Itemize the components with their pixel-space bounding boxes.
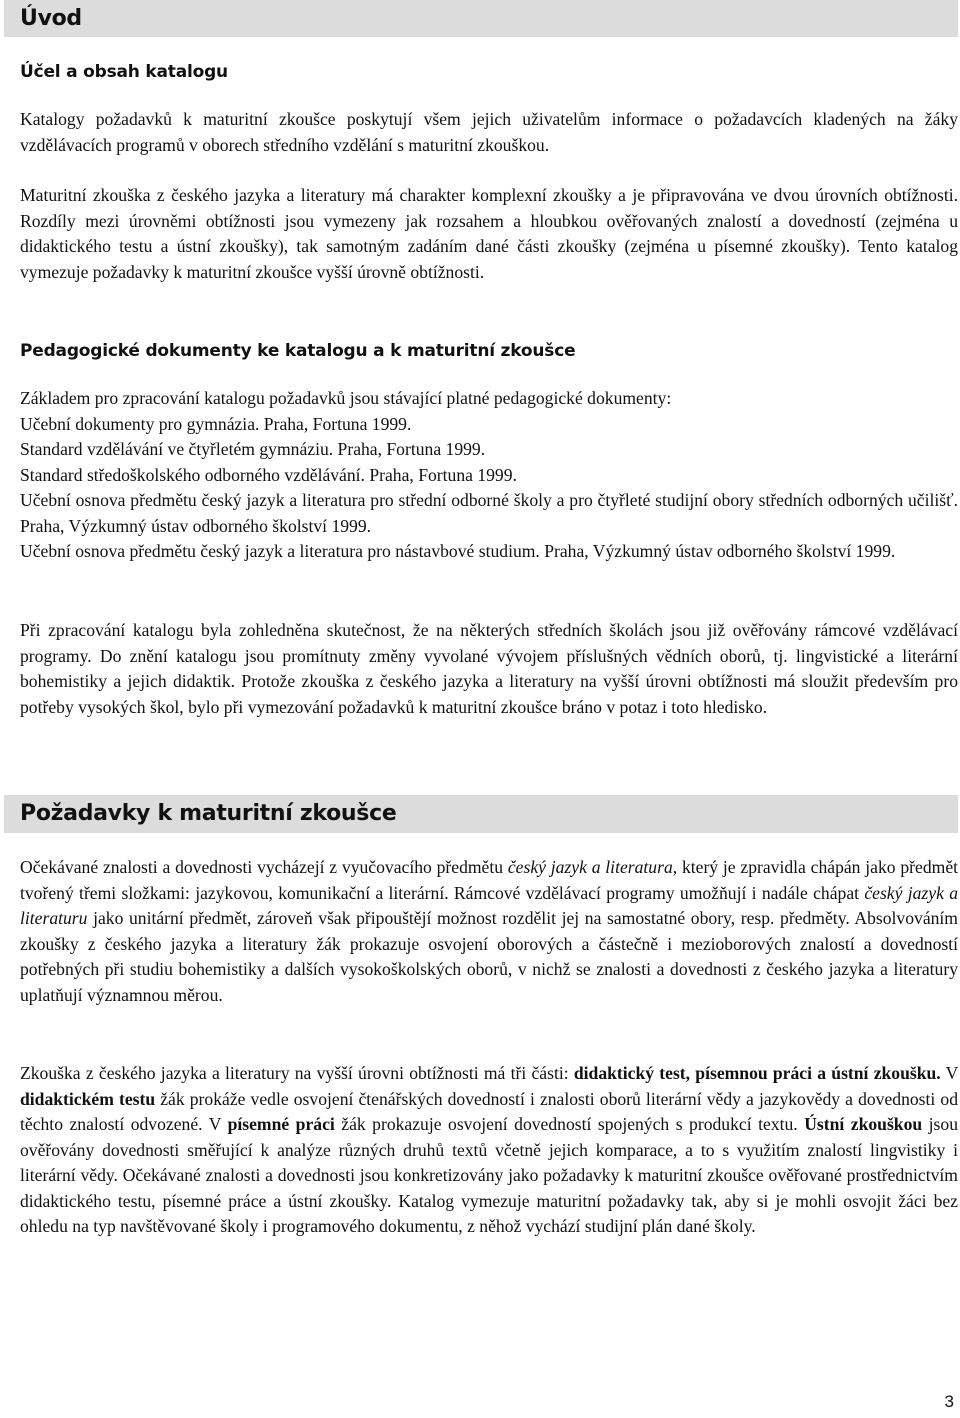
purpose-p2-text: Maturitní zkouška z českého jazyka a literatury má charakter komplexní zkoušky a je připravována ve dvou úrovních obtížnosti. Rozdíly mezi úrovněmi obtížnosti jsou vymezeny jak rozsahem a hloubkou ověřovaných znalostí a dovedností (zejména u didaktického testu a ústní zkoušky), tak samotným zadáním dané části zkoušky (zejména u písemné zkoušky). Tento katalog vymezuje požadavky k maturitní zkoušce vyšší úrovně obtížnosti. <box>20 185 958 282</box>
section-title-intro: Úvod <box>20 6 82 31</box>
document-item: Učební dokumenty pro gymnázia. Praha, Fortuna 1999. <box>20 413 412 434</box>
purpose-paragraph-1 <box>20 107 958 158</box>
bold-written-work: písemné práci <box>227 1114 335 1134</box>
document-item: Učební osnova předmětu český jazyk a literatura pro střední odborné školy a pro čtyřleté studijní obory středních odborných učilišť. Praha, Výzkumný ústav odborného školství 1999. <box>20 490 958 536</box>
text-run: Zkouška z českého jazyka a literatury na vyšší úrovni obtížnosti má tři části: <box>20 1063 574 1083</box>
page-number: 3 <box>944 1392 954 1411</box>
heading-purpose: Účel a obsah katalogu <box>20 62 228 82</box>
text-run: jsou ověřovány dovednosti směřující k analýze různých druhů textů včetně jejich komparace, a to s využitím znalostí lingvistiky i literární vědy. Očekávané znalosti a dovednosti jsou konkretizovány jako požadavky k maturitní zkoušce ověřované prostřednictvím didaktického testu, písemné práce a ústní zkoušky. Katalog vymezuje maturitní požadavky tak, aby si je mohli osvojit žáci bez ohledu na typ navštěvované školy i programového dokumentu, z něhož vychází studijní plán dané školy. <box>20 1114 959 1236</box>
purpose-paragraph-2 <box>20 183 958 285</box>
italic-subject-name: český jazyk a literaturu <box>20 882 959 928</box>
requirements-p1-text <box>20 855 958 1008</box>
requirements-paragraph-2 <box>20 1061 958 1240</box>
text-run: , který je zpravidla chápán jako předmět tvořený třemi složkami: jazykovou, komunikační a literární. Rámcové vzdělávací programy umožňují i nadále chápat <box>20 857 959 903</box>
bold-oral-exam: Ústní zkouškou <box>804 1114 923 1134</box>
section-title-requirements: Požadavky k maturitní zkoušce <box>20 801 397 826</box>
bold-exam-parts: didaktický test, písemnou práci a ústní zkoušku. <box>573 1063 941 1083</box>
requirements-p2-text <box>20 1061 958 1240</box>
heading-documents: Pedagogické dokumenty ke katalogu a k maturitní zkoušce <box>20 341 576 361</box>
text-run: žák prokazuje osvojení dovedností spojených s produkcí textu. <box>334 1114 805 1134</box>
text-run: jako unitární předmět, zároveň však připouštějí možnost rozdělit jej na samostatné obory, resp. předměty. Absolvováním zkoušky z českého jazyka a literatury žák prokazuje osvojení oborových a částečně i mezioborových znalostí a dovedností potřebných při studiu bohemistiky a dalších vysokoškolských oborů, v nichž se znalosti a dovednosti z českého jazyka a literatury uplatňují významnou měrou. <box>20 908 958 1005</box>
documents-list <box>20 386 958 565</box>
documents-lead: Základem pro zpracování katalogu požadavků jsou stávající platné pedagogické dokumenty: <box>20 388 672 408</box>
document-item: Učební osnova předmětu český jazyk a literatura pro nástavbové studium. Praha, Výzkumný ústav odborného školství 1999. <box>20 541 896 561</box>
documents-closing-paragraph <box>20 618 958 720</box>
bold-didactic-test: didaktickém testu <box>20 1088 156 1109</box>
documents-closing-text: Při zpracování katalogu byla zohledněna skutečnost, že na některých středních školách jsou již ověřovány rámcové vzdělávací programy. Do znění katalogu jsou promítnuty změny vyvolané vývojem příslušných vědních oborů, tj. lingvistické a literární bohemistiky a jejich didaktik. Protože zkouška z českého jazyka a literatury na vyšší úrovni obtížnosti má sloužit především pro potřeby vysokých škol, bylo při vymezování požadavků k maturitní zkoušce bráno v potaz i toto hledisko. <box>20 620 958 717</box>
requirements-paragraph-1 <box>20 855 958 1008</box>
purpose-p1-text: Katalogy požadavků k maturitní zkoušce poskytují všem jejich uživatelům informace o požadavcích kladených na žáky vzdělávacích programů v oborech středního vzdělání s maturitní zkouškou. <box>20 109 958 155</box>
document-item: Standard vzdělávání ve čtyřletém gymnáziu. Praha, Fortuna 1999. <box>20 439 486 459</box>
text-run: V <box>940 1063 959 1083</box>
text-run: Očekávané znalosti a dovednosti vycházejí z vyučovacího předmětu <box>20 857 508 877</box>
italic-subject-name: český jazyk a literatura <box>507 857 673 877</box>
text-run: žák prokáže vedle osvojení čtenářských dovedností i znalosti oborů literární vědy a jazykovědy a dovednosti od těchto znalostí odvozené. V <box>20 1088 959 1134</box>
section-header-intro <box>4 0 958 37</box>
section-header-requirements <box>4 795 958 833</box>
document-item: Standard středoškolského odborného vzdělávání. Praha, Fortuna 1999. <box>20 464 517 485</box>
